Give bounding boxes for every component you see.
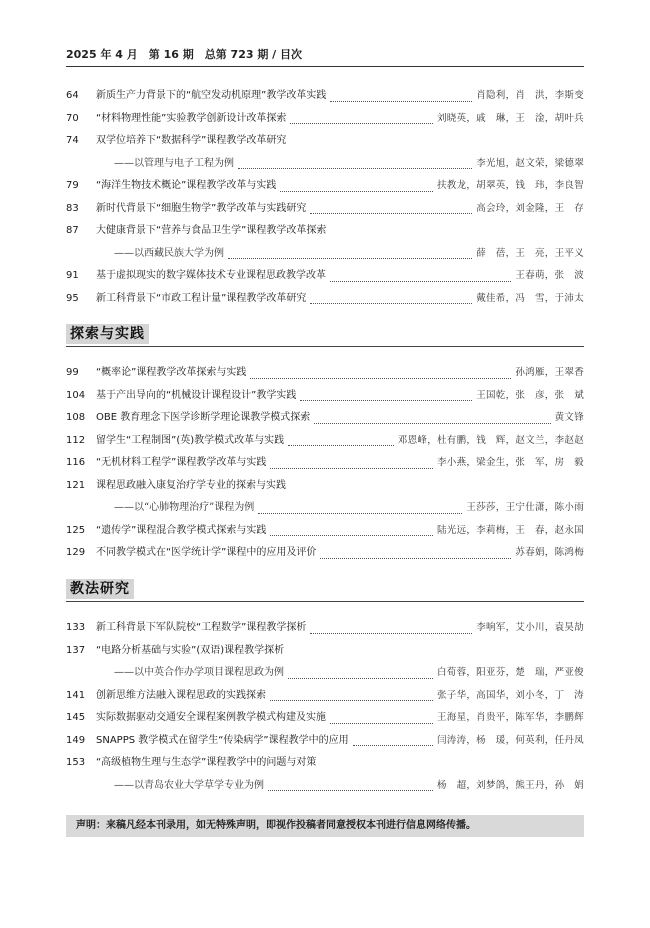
article-title: “概率论”课程教学改革探索与实践	[96, 367, 247, 378]
article-subtitle: ——以中英合作办学项目课程思政为例	[114, 667, 284, 678]
article-title: 新工科背景下“市政工程计量”课程教学改革研究	[96, 292, 307, 304]
article-title: 留学生“工程制图”(英)教学模式改革与实践	[96, 434, 285, 446]
article-authors: 黄文锋	[554, 412, 584, 423]
dot-leader	[310, 281, 472, 305]
dot-leader	[288, 655, 433, 679]
toc-entry	[66, 617, 584, 640]
page-number: 121	[66, 479, 86, 491]
article-title: “海洋生物技术概论”课程教学改革与实践	[96, 180, 277, 191]
dot-leader	[310, 610, 472, 634]
article-authors: 李小燕，梁金生，张 军，房 毅	[436, 457, 584, 468]
article-title: 大健康背景下“营养与食品卫生学”课程教学改革探索	[96, 225, 327, 236]
page-number: 116	[66, 457, 86, 468]
article-title: “高级植物生理与生态学”课程教学中的问题与对策	[96, 757, 317, 768]
page-number: 91	[66, 270, 79, 281]
copyright-notice: 声明：来稿凡经本刊录用，如无特殊声明，即视作投稿者同意授权本刊进行信息网络传播。	[66, 815, 584, 837]
article-authors: 王春萌，张 波	[515, 270, 584, 281]
page-header: 2025 年 4 月 第 16 期 总第 723 期 / 目次	[66, 46, 584, 67]
article-subtitle: ——以“心肺物理治疗”课程为例	[114, 502, 255, 513]
article-title: 实际数据驱动交通安全课程案例教学模式构建及实施	[96, 712, 326, 723]
page-number: 74	[66, 135, 79, 146]
article-authors: 苏春娟，陈鸿梅	[515, 547, 584, 558]
article-authors: 李光旭，赵文荣，梁德翠	[476, 157, 584, 169]
article-authors: 戴佳希，冯 雪，于沛太	[476, 292, 584, 304]
article-title: 基于虚拟现实的数字媒体技术专业课程思政教学改革	[96, 270, 326, 281]
toc-entry	[66, 108, 584, 131]
dot-leader	[310, 191, 472, 215]
toc-entry	[66, 288, 584, 311]
dot-leader	[270, 445, 433, 469]
page-number: 108	[66, 412, 86, 423]
dot-leader	[270, 678, 433, 702]
article-authors: 杨 超，刘梦鸽，熊王丹，孙 娟	[436, 779, 584, 791]
article-authors: 白荀蓉，阳亚芬，楚 瑞，严亚俊	[436, 667, 584, 678]
dot-leader	[330, 258, 511, 282]
page-number: 79	[66, 180, 79, 191]
dot-leader	[228, 236, 472, 260]
article-title: 新质生产力背景下的“航空发动机原理”教学改革实践	[96, 90, 327, 101]
dot-leader	[280, 168, 433, 192]
article-title: 课程思政融入康复治疗学专业的探索与实践	[96, 479, 286, 491]
page-number: 104	[66, 389, 86, 401]
dot-leader	[314, 400, 551, 424]
dot-leader	[250, 355, 511, 379]
page-number: 87	[66, 225, 79, 236]
article-title: 创新思维方法融入课程思政的实践探索	[96, 689, 266, 701]
article-title: 双学位培养下“数据科学”课程教学改革研究	[96, 135, 287, 146]
toc-entry	[66, 707, 584, 730]
article-authors: 扶教龙，胡翠英，钱 玮，李良智	[436, 180, 584, 191]
page-number: 141	[66, 689, 86, 701]
page-number: 133	[66, 622, 86, 633]
toc-entry	[66, 542, 584, 565]
article-authors: 邓恩峰，杜有鹏，钱 辉，赵文兰，李赵赵	[397, 434, 584, 446]
page-number: 99	[66, 367, 79, 378]
page-number: 145	[66, 712, 86, 723]
toc-section-3	[66, 617, 584, 797]
article-title: “遗传学”课程混合教学模式探索与实践	[96, 524, 267, 536]
page-number: 83	[66, 202, 79, 214]
section-heading-band	[66, 579, 584, 602]
page-number: 149	[66, 734, 86, 746]
article-title: 新工科背景下军队院校“工程数学”课程教学探析	[96, 622, 307, 633]
toc-entry	[66, 452, 584, 475]
article-authors: 王国乾，张 彦，张 斌	[476, 389, 584, 401]
article-authors: 薛 蓓，王 亮，王平义	[476, 247, 584, 259]
article-authors: 刘晓英，戚 琳，王 淦，胡叶兵	[436, 112, 584, 124]
section-heading: 探索与实践	[66, 324, 149, 344]
toc-section-2	[66, 362, 584, 565]
dot-leader	[270, 513, 433, 537]
article-title: 新时代背景下“细胞生物学”教学改革与实践研究	[96, 202, 307, 214]
page-number: 153	[66, 757, 86, 768]
dot-leader	[290, 101, 433, 125]
section-heading-band	[66, 324, 584, 347]
section-heading: 教法研究	[66, 579, 134, 599]
article-authors: 陆光远，李莉梅，王 春，赵永国	[436, 524, 584, 536]
article-authors: 孙鸿雁，王翠香	[515, 367, 584, 378]
article-title: OBE 教育理念下医学诊断学理论课教学模式探索	[96, 412, 311, 423]
dot-leader	[238, 146, 472, 170]
page-number: 112	[66, 434, 86, 446]
page-number: 70	[66, 112, 79, 124]
article-authors: 高会玲，刘金隆，王 存	[476, 202, 584, 214]
article-authors: 张子华，高国华，刘小冬，丁 涛	[436, 689, 584, 701]
article-subtitle: ——以青岛农业大学草学专业为例	[114, 779, 264, 791]
article-title: 基于产出导向的“机械设计课程设计”教学实践	[96, 389, 297, 401]
dot-leader	[330, 700, 433, 724]
dot-leader	[268, 768, 433, 792]
article-authors: 肖隐利，肖 洪，李斯变	[476, 90, 584, 101]
article-title: SNAPPS 教学模式在留学生“传染病学”课程教学中的应用	[96, 734, 349, 746]
article-subtitle: ——以西藏民族大学为例	[114, 247, 224, 259]
toc-section-1	[66, 85, 584, 310]
article-title: 不同教学模式在“医学统计学”课程中的应用及评价	[96, 547, 317, 558]
article-title: “电路分析基础与实验”(双语)课程教学探析	[96, 644, 285, 656]
page-number: 64	[66, 90, 79, 101]
page-number: 129	[66, 547, 86, 558]
dot-leader	[353, 723, 433, 747]
dot-leader	[330, 78, 472, 102]
dot-leader	[320, 535, 511, 559]
article-title: “无机材料工程学”课程教学改革与实践	[96, 457, 267, 468]
article-authors: 闫涛涛，杨 瑗，何英利，任丹凤	[436, 734, 584, 746]
toc-entry	[66, 730, 584, 753]
article-title: “材料物理性能”实验教学创新设计改革探索	[96, 112, 287, 124]
page-number: 95	[66, 292, 79, 304]
toc-entry	[66, 775, 584, 798]
page-number: 125	[66, 524, 86, 536]
dot-leader	[288, 423, 394, 447]
toc-entry	[66, 685, 584, 708]
page-number: 137	[66, 644, 86, 656]
article-authors: 王莎莎，王宁仕潇，陈小雨	[466, 502, 584, 513]
dot-leader	[300, 378, 472, 402]
article-subtitle: ——以管理与电子工程为例	[114, 157, 234, 169]
dot-leader	[258, 490, 462, 514]
article-authors: 王海星，肖贵平，陈军华，李鹏辉	[436, 712, 584, 723]
toc-entry	[66, 198, 584, 221]
article-authors: 李响军，艾小川，袁昊劼	[476, 622, 584, 633]
